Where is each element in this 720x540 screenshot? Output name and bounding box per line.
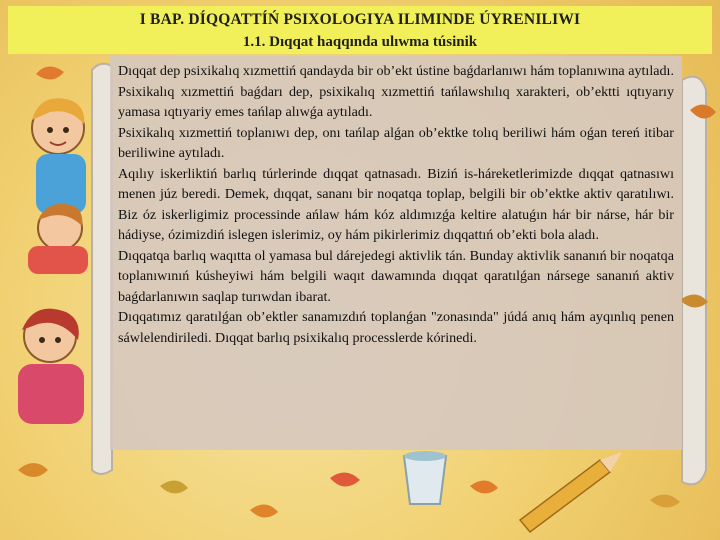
- page-title: I BAP. DÍQQATTÍŃ PSIXOLOGIYA ILIMINDE ÚYRENILIWI: [139, 11, 581, 28]
- text-panel: [110, 56, 682, 450]
- paint-cup-icon: [404, 451, 446, 504]
- body-paragraph: Dıqqatımız qaratılǵan ob’ektler sanamızdıń toplanǵan "zonasında" júdá anıq hám ayqınlıq penen sáwlelendiriledi. Dıqqat barlıq psixikalıq processlerde kórinedi.: [118, 309, 674, 346]
- page-subtitle: 1.1. Dıqqat haqqında ulıwma túsinik: [242, 34, 478, 50]
- paper-scroll-icon: [92, 64, 112, 474]
- child-figure-icon: [28, 204, 88, 274]
- body-paragraph: Dıqqatqa barlıq waqıtta ol yamasa bul dárejedegi aktivlik tán. Bunday aktivlik sananıń bir noqatqa toplanıwınıń kúsheyiwi hám belgili waqıt dawamında dıqqat qaratılǵan nársege sananıń aktiv baǵdarlanıwın saqlap turıwdan ibarat.: [118, 247, 674, 305]
- body-paragraph: Aqılıy iskerliktiń barlıq túrlerinde dıqqat qatnasadı. Biziń is-háreketlerimizde dıqqat qatnasıwı menen júz beredi. Demek, dıqqat, sananı bir noqatqa toplap, belgili bir ob’ektke aktiv qaratılıwı. Biz óz iskerligimiz processinde ańlaw hám kóz aldımızǵa keltire alatuǵın hár bir nárse, hár bir hádiyse, ózimizdiń islegen islerimiz, oy hám pikirlerimiz dıqqattıń ob’ekti bola aladı.: [118, 165, 674, 243]
- title-bar: [8, 6, 712, 54]
- body-paragraph: Dıqqat dep psixikalıq xızmettiń qandayda bir ob’ekt ústine baǵdarlanıwı hám toplanıwına aytıladı. Psixikalıq xızmettiń baǵdarı dep, psixikalıq xızmettiń tańlawshılıq xarakteri, ob’ektti ıqtıyarıy yamasa ıqtıyariy emes tańlap alıwǵa aytıladı.: [118, 63, 674, 120]
- body-paragraph: Psixikalıq xızmettiń toplanıwı dep, onı tańlap alǵan ob’ektke tolıq beriliwi hám oǵan tereń itibar beriliwine aytıladı.: [118, 124, 674, 161]
- child-figure-icon: [32, 98, 86, 214]
- child-figure-icon: [18, 309, 84, 424]
- pencil-icon: [520, 452, 622, 532]
